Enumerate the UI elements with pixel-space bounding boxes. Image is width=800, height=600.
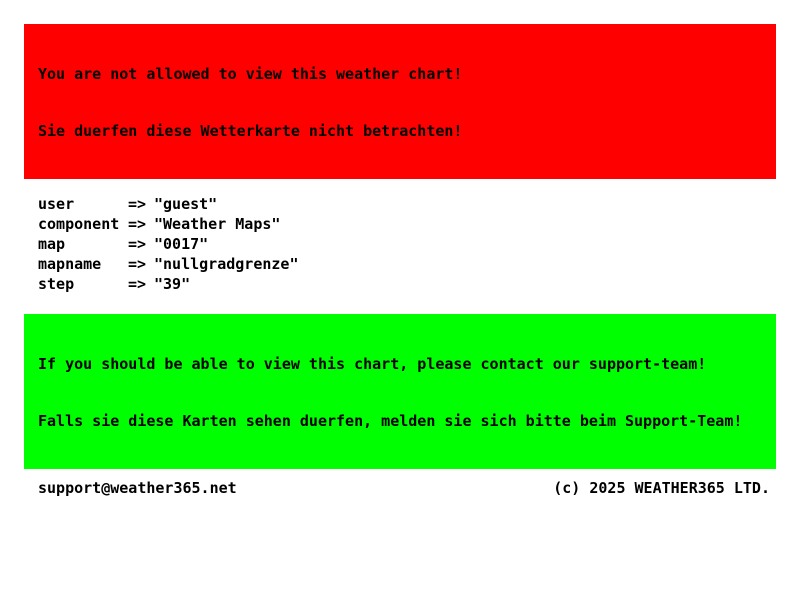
param-value: "39"	[154, 275, 191, 293]
param-row-mapname	[38, 254, 776, 274]
info-banner	[24, 314, 776, 469]
param-arrow: =>	[128, 275, 147, 293]
param-row-step	[38, 274, 776, 294]
param-key: map	[38, 235, 66, 253]
support-email: support@weather365.net	[38, 479, 237, 497]
param-arrow: =>	[128, 255, 147, 273]
param-value: "0017"	[154, 235, 209, 253]
param-key: component	[38, 215, 120, 233]
param-value: "guest"	[154, 195, 218, 213]
param-row-component	[38, 214, 776, 234]
param-value: "nullgradgrenze"	[154, 255, 299, 273]
param-arrow: =>	[128, 215, 147, 233]
error-line-en: You are not allowed to view this weather chart!	[38, 65, 463, 83]
page	[0, 24, 800, 498]
param-key: user	[38, 195, 75, 213]
param-key: mapname	[38, 255, 102, 273]
param-row-user	[38, 194, 776, 214]
request-params	[38, 194, 776, 294]
param-key: step	[38, 275, 75, 293]
param-arrow: =>	[128, 195, 147, 213]
param-arrow: =>	[128, 235, 147, 253]
footer	[24, 478, 776, 498]
info-line-de: Falls sie diese Karten sehen duerfen, melden sie sich bitte beim Support-Team!	[38, 412, 743, 430]
copyright-notice: (c) 2025 WEATHER365 LTD.	[553, 479, 770, 497]
info-line-en: If you should be able to view this chart, please contact our support-team!	[38, 355, 707, 373]
error-banner	[24, 24, 776, 179]
param-value: "Weather Maps"	[154, 215, 281, 233]
error-line-de: Sie duerfen diese Wetterkarte nicht betrachten!	[38, 122, 463, 140]
param-row-map	[38, 234, 776, 254]
